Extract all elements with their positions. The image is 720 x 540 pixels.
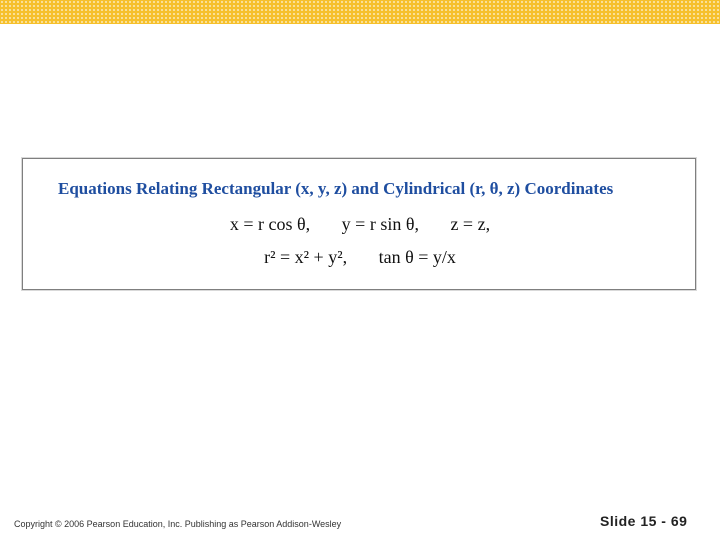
equation-line-rectangular: x = r cos θ, y = r sin θ, z = z,: [229, 214, 491, 234]
decorative-header-band: [0, 0, 720, 24]
equations-title: Equations Relating Rectangular (x, y, z) and Cylindrical (r, θ, z) Coordinates: [58, 179, 614, 198]
equation-line-cylindrical: r² = x² + y², tan θ = y/x: [264, 247, 456, 267]
equations-box: [22, 158, 696, 290]
slide-number: Slide 15 - 69: [600, 513, 688, 529]
copyright-text: Copyright © 2006 Pearson Education, Inc. Publishing as Pearson Addison-Wesley: [14, 519, 342, 529]
